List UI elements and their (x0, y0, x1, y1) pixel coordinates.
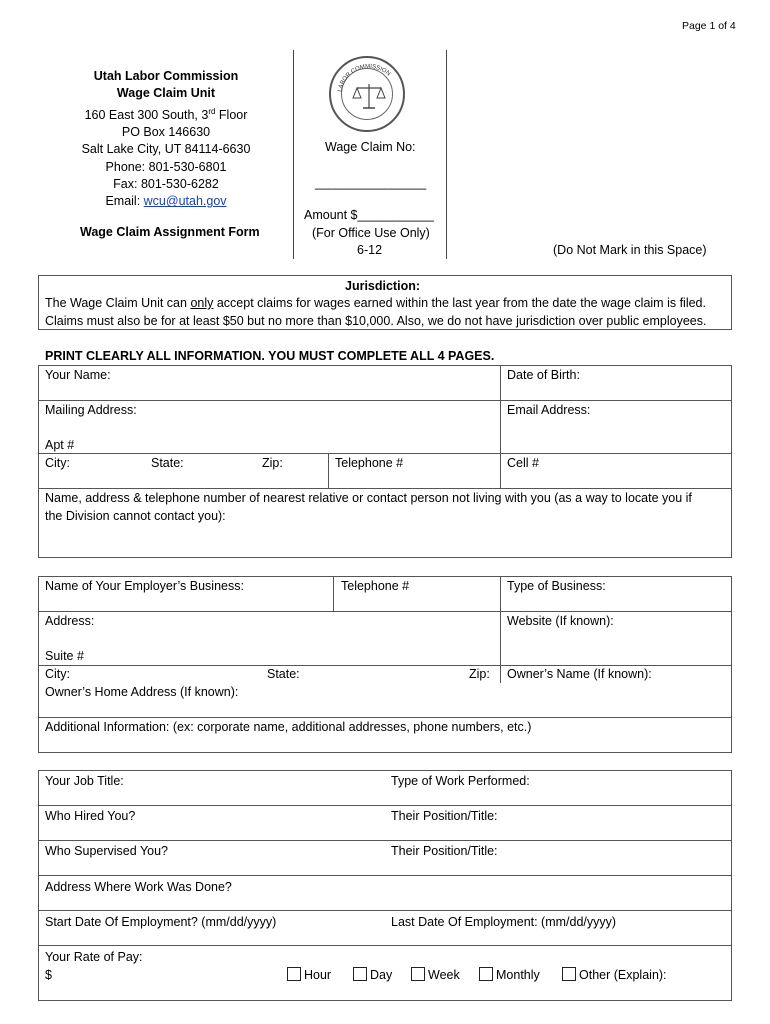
street-address (58, 103, 274, 124)
owner-name-field[interactable]: Owner’s Name (If known): (507, 667, 652, 681)
supervisor-position-field[interactable]: Their Position/Title: (391, 844, 498, 858)
jurisdiction-line-1-b: accept claims for wages earned within the last year from the date the wage claim is filed. (213, 296, 706, 310)
agency-name: Utah Labor Commission (93, 69, 239, 83)
mailing-address-field[interactable]: Mailing Address: (45, 403, 137, 417)
supervisor-field[interactable]: Who Supervised You? (45, 844, 169, 858)
hour-label: Hour (304, 968, 332, 982)
job-title-field[interactable]: Your Job Title: (45, 774, 124, 788)
claimant-col-divider-right (500, 365, 501, 488)
employer-city-field[interactable]: City: (45, 667, 70, 681)
header-divider-left (293, 50, 294, 259)
employer-state-field[interactable]: State: (267, 667, 300, 681)
business-type-field[interactable]: Type of Business: (507, 579, 606, 593)
week-checkbox[interactable] (411, 967, 425, 981)
wage-claim-no-label: Wage Claim No: (325, 140, 416, 154)
labor-commission-seal (329, 56, 405, 132)
your-name-field[interactable]: Your Name: (45, 368, 111, 382)
monthly-label: Monthly (496, 968, 540, 982)
jurisdiction-line-1 (45, 296, 706, 310)
work-type-field[interactable]: Type of Work Performed: (391, 774, 530, 788)
claimant-col-divider-mid (328, 453, 329, 488)
floor-text: Floor (215, 107, 248, 122)
employer-col-divider-right (500, 576, 501, 683)
other-checkbox[interactable] (562, 967, 576, 981)
cell-field[interactable]: Cell # (507, 456, 539, 470)
jurisdiction-line-2: Claims must also be for at least $50 but no more than $10,000. Also, we do not have jurisdiction over public employees. (45, 314, 707, 328)
employer-zip-field[interactable]: Zip: (469, 667, 490, 681)
floor-ordinal: rd (208, 106, 216, 116)
rate-dollar-field[interactable]: $ (45, 968, 52, 982)
pay-day-option[interactable] (353, 967, 392, 982)
job-row-divider-2 (38, 840, 732, 841)
do-not-mark-note: (Do Not Mark in this Space) (553, 243, 707, 257)
telephone-field[interactable]: Telephone # (335, 456, 404, 470)
work-address-field[interactable]: Address Where Work Was Done? (45, 880, 232, 894)
state-field[interactable]: State: (151, 456, 184, 470)
print-instructions: PRINT CLEARLY ALL INFORMATION. YOU MUST COMPLETE ALL 4 PAGES. (45, 349, 495, 363)
date-of-birth-field[interactable]: Date of Birth: (507, 368, 580, 382)
rate-of-pay-label: Your Rate of Pay: (45, 950, 143, 964)
fax: Fax: 801-530-6282 (113, 176, 219, 191)
job-row-divider-1 (38, 805, 732, 806)
city-line: Salt Lake City, UT 84114-6630 (81, 142, 251, 157)
jurisdiction-only: only (190, 296, 214, 310)
unit-name: Wage Claim Unit (116, 86, 216, 101)
claimant-row-divider-1 (38, 400, 732, 401)
hour-checkbox[interactable] (287, 967, 301, 981)
page-number: Page 1 of 4 (682, 20, 736, 32)
jurisdiction-title: Jurisdiction: (345, 279, 421, 293)
employer-business-name-field[interactable]: Name of Your Employer’s Business: (45, 579, 244, 593)
contact-person-label-1[interactable]: Name, address & telephone number of nearest relative or contact person not living with you (as a way to locate you if (45, 491, 692, 505)
other-label: Other (Explain): (579, 968, 667, 982)
pay-week-option[interactable] (411, 967, 460, 982)
amount-field: Amount $___________ (304, 208, 434, 222)
form-version: 6-12 (357, 243, 383, 257)
phone: Phone: 801-530-6801 (105, 159, 227, 174)
job-row-divider-5 (38, 945, 732, 946)
office-use-note: (For Office Use Only) (312, 226, 430, 240)
zip-field[interactable]: Zip: (262, 456, 283, 470)
agency-header (58, 68, 274, 211)
day-label: Day (370, 968, 393, 982)
employer-address-field[interactable]: Address: (45, 614, 95, 628)
pay-hour-option[interactable] (287, 967, 331, 982)
email-label: Email: (105, 194, 144, 209)
job-row-divider-4 (38, 910, 732, 911)
email-link[interactable]: wcu@utah.gov (143, 194, 227, 209)
owner-home-address-field[interactable]: Owner’s Home Address (If known): (45, 685, 239, 699)
svg-text:LABOR COMMISSION: LABOR COMMISSION (337, 63, 392, 93)
employer-row-divider-3 (38, 717, 732, 718)
monthly-checkbox[interactable] (479, 967, 493, 981)
last-date-field[interactable]: Last Date Of Employment: (mm/dd/yyyy) (391, 915, 617, 929)
hirer-position-field[interactable]: Their Position/Title: (391, 809, 498, 823)
additional-info-field[interactable]: Additional Information: (ex: corporate name, additional addresses, phone numbers, etc.) (45, 720, 532, 734)
email-address-field[interactable]: Email Address: (507, 403, 591, 417)
contact-person-label-2: the Division cannot contact you): (45, 509, 226, 523)
employer-row-divider-2 (38, 665, 732, 666)
claimant-row-divider-3 (38, 488, 732, 489)
claimant-row-divider-2 (38, 453, 732, 454)
employer-col-divider-mid (333, 576, 334, 611)
job-row-divider-3 (38, 875, 732, 876)
form-title: Wage Claim Assignment Form (80, 225, 260, 239)
email-line (58, 193, 274, 210)
pay-monthly-option[interactable] (479, 967, 540, 982)
jurisdiction-line-1-a: The Wage Claim Unit can (45, 296, 191, 310)
day-checkbox[interactable] (353, 967, 367, 981)
city-field[interactable]: City: (45, 456, 70, 470)
wage-claim-no-line: ________________ (315, 176, 427, 190)
po-box: PO Box 146630 (121, 125, 211, 140)
website-field[interactable]: Website (If known): (507, 614, 614, 628)
employer-row-divider-1 (38, 611, 732, 612)
pay-other-option[interactable] (562, 967, 667, 982)
week-label: Week (428, 968, 460, 982)
start-date-field[interactable]: Start Date Of Employment? (mm/dd/yyyy) (45, 915, 277, 929)
employer-telephone-field[interactable]: Telephone # (341, 579, 410, 593)
hired-by-field[interactable]: Who Hired You? (45, 809, 136, 823)
apt-field[interactable]: Apt # (45, 438, 75, 452)
header-divider-right (446, 50, 447, 259)
street-address-text: 160 East 300 South, 3 (84, 107, 209, 122)
suite-field[interactable]: Suite # (45, 649, 84, 663)
